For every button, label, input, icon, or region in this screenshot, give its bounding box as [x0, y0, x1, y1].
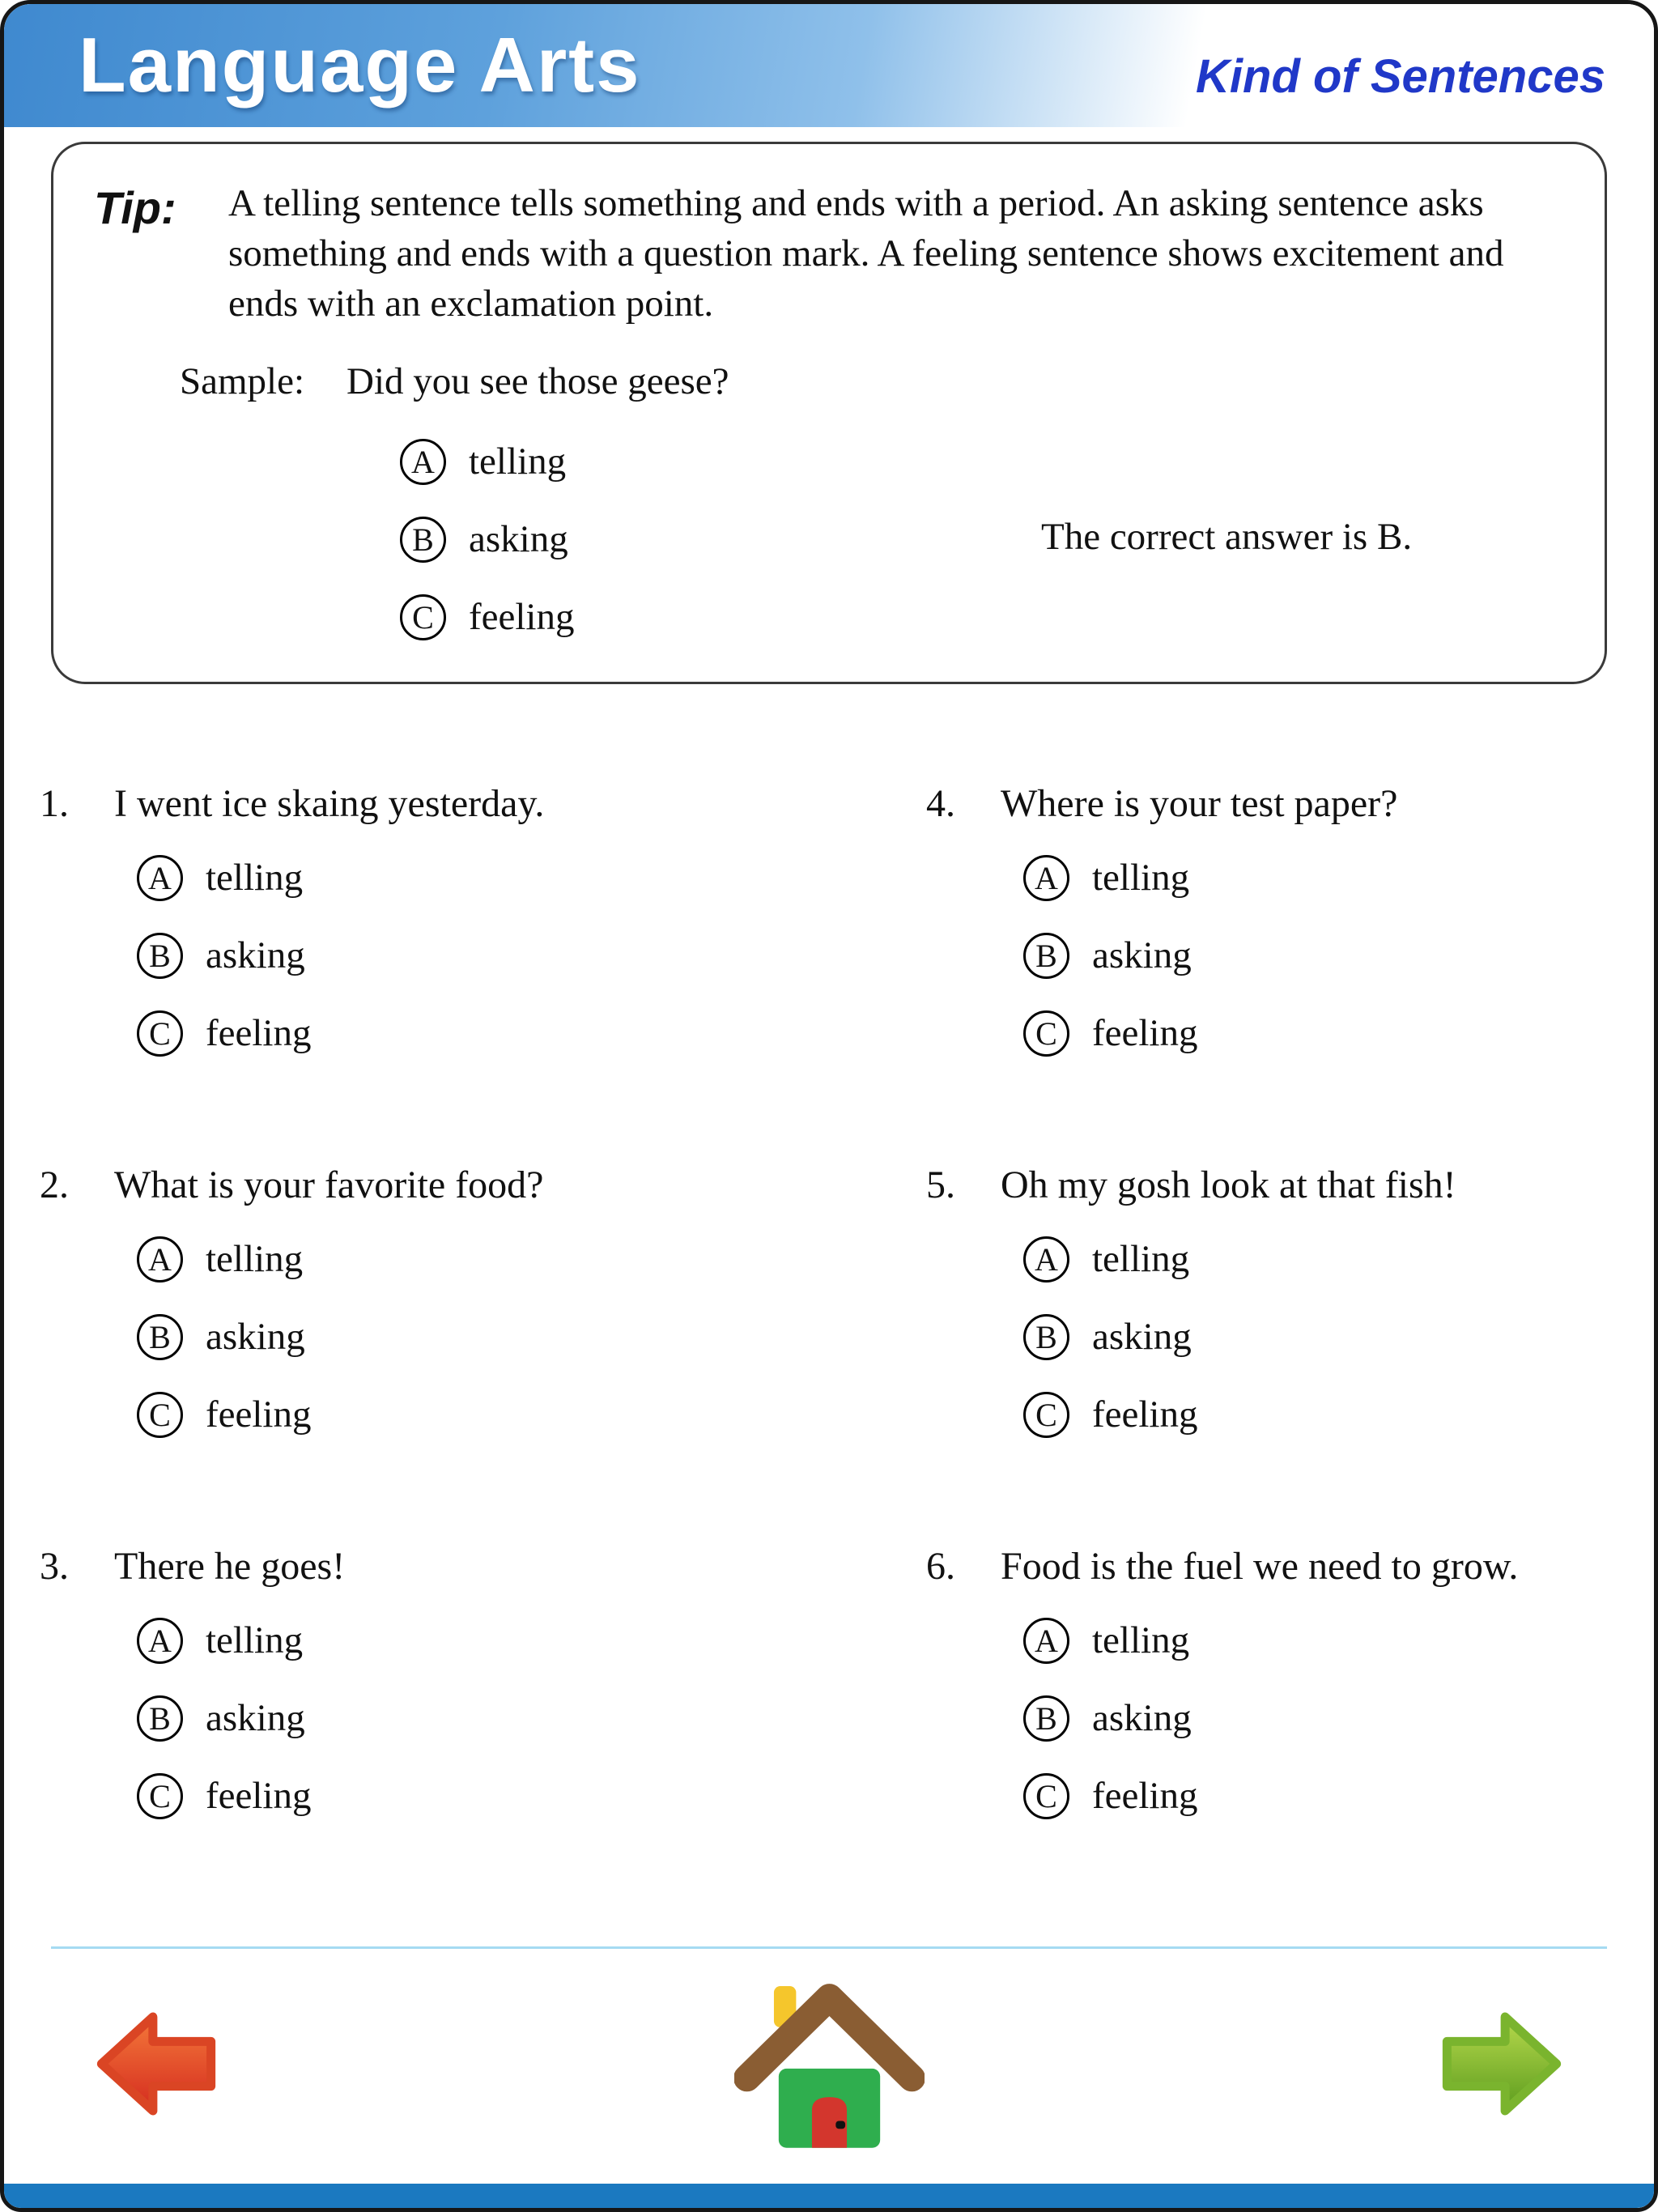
answer-option[interactable]	[1023, 839, 1654, 917]
option-label: asking	[206, 934, 305, 977]
question-block	[40, 1163, 829, 1453]
question-number: 1.	[40, 782, 69, 826]
question-number: 3.	[40, 1545, 69, 1589]
question-text: Where is your test paper?	[1001, 782, 1398, 826]
answer-option[interactable]	[137, 917, 829, 994]
option-letter-circle: A	[1023, 1618, 1069, 1664]
option-label: telling	[469, 440, 567, 483]
question-block	[40, 781, 829, 1072]
option-letter-circle: C	[137, 1773, 183, 1819]
option-label: telling	[206, 857, 304, 900]
option-label: asking	[1092, 934, 1192, 977]
question-text: Oh my gosh look at that fish!	[1001, 1163, 1456, 1207]
sample-label: Sample:	[180, 360, 305, 403]
answer-option[interactable]	[1023, 1602, 1654, 1679]
answer-option[interactable]	[400, 423, 1560, 500]
home-button[interactable]	[734, 1976, 925, 2151]
answer-option[interactable]	[137, 994, 829, 1072]
question-number: 5.	[926, 1163, 955, 1207]
option-label: asking	[1092, 1316, 1192, 1359]
option-letter-circle: B	[137, 1695, 183, 1742]
answer-option[interactable]	[137, 1679, 829, 1757]
question-block	[926, 1163, 1654, 1453]
question-block	[926, 781, 1654, 1072]
option-label: asking	[206, 1697, 305, 1740]
option-letter-circle: C	[137, 1010, 183, 1057]
option-letter-circle: A	[137, 855, 183, 901]
option-label: telling	[1092, 1619, 1190, 1662]
answer-option[interactable]	[137, 1376, 829, 1453]
answer-option[interactable]	[1023, 1220, 1654, 1298]
option-letter-circle: A	[1023, 1236, 1069, 1283]
questions-column-right	[829, 781, 1654, 1925]
questions-area	[4, 781, 1654, 1925]
option-letter-circle: A	[137, 1618, 183, 1664]
answer-option[interactable]	[137, 1757, 829, 1835]
question-block	[40, 1544, 829, 1835]
bottom-bar	[4, 2184, 1654, 2208]
next-arrow-icon	[1440, 2008, 1563, 2120]
option-letter-circle: A	[400, 439, 446, 485]
question-number: 2.	[40, 1163, 69, 1207]
answer-option[interactable]	[1023, 1679, 1654, 1757]
question-text: What is your favorite food?	[114, 1163, 544, 1207]
question-text: I went ice skaing yesterday.	[114, 782, 545, 826]
option-label: telling	[1092, 1238, 1190, 1281]
answer-option[interactable]	[137, 839, 829, 917]
page-title: Language Arts	[79, 22, 641, 108]
answer-option[interactable]	[137, 1298, 829, 1376]
option-letter-circle: B	[400, 517, 446, 563]
page-subtitle: Kind of Sentences	[1196, 49, 1605, 103]
option-label: feeling	[1092, 1393, 1198, 1436]
question-number: 6.	[926, 1545, 955, 1589]
option-label: feeling	[1092, 1775, 1198, 1818]
option-letter-circle: A	[137, 1236, 183, 1283]
question-block	[926, 1544, 1654, 1835]
answer-option[interactable]	[1023, 917, 1654, 994]
option-letter-circle: C	[1023, 1010, 1069, 1057]
tip-text: A telling sentence tells something and ends with a period. An asking sentence asks something and ends with a question mark. A feeling sentence shows excitement and ends with an exclamation point.	[228, 182, 1504, 325]
option-letter-circle: A	[1023, 855, 1069, 901]
option-label: feeling	[469, 596, 575, 639]
option-letter-circle: C	[137, 1392, 183, 1438]
option-label: feeling	[206, 1012, 312, 1055]
option-letter-circle: C	[1023, 1392, 1069, 1438]
header-banner	[4, 4, 1654, 127]
sample-question: Did you see those geese?	[346, 360, 729, 403]
option-label: telling	[206, 1619, 304, 1662]
option-label: asking	[206, 1316, 305, 1359]
option-letter-circle: C	[1023, 1773, 1069, 1819]
back-button[interactable]	[95, 2008, 218, 2120]
tip-label: Tip:	[94, 182, 176, 233]
option-letter-circle: B	[1023, 933, 1069, 979]
option-label: feeling	[206, 1393, 312, 1436]
question-text: Food is the fuel we need to grow.	[1001, 1545, 1519, 1589]
question-number: 4.	[926, 782, 955, 826]
option-label: asking	[1092, 1697, 1192, 1740]
option-label: telling	[206, 1238, 304, 1281]
option-letter-circle: B	[1023, 1314, 1069, 1360]
tip-box	[51, 142, 1607, 684]
answer-option[interactable]	[137, 1220, 829, 1298]
answer-note: The correct answer is B.	[1041, 516, 1413, 559]
questions-column-left	[4, 781, 829, 1925]
option-label: feeling	[206, 1775, 312, 1818]
option-label: asking	[469, 518, 568, 561]
answer-option[interactable]	[1023, 994, 1654, 1072]
answer-option[interactable]	[1023, 1757, 1654, 1835]
back-arrow-icon	[95, 2008, 218, 2120]
question-text: There he goes!	[114, 1545, 346, 1589]
option-letter-circle: C	[400, 594, 446, 640]
answer-option[interactable]	[137, 1602, 829, 1679]
answer-option[interactable]	[1023, 1298, 1654, 1376]
answer-option[interactable]	[400, 578, 1560, 656]
option-letter-circle: B	[137, 1314, 183, 1360]
next-button[interactable]	[1440, 2008, 1563, 2120]
sample-options	[400, 423, 1560, 656]
answer-option[interactable]	[1023, 1376, 1654, 1453]
option-label: feeling	[1092, 1012, 1198, 1055]
option-letter-circle: B	[137, 933, 183, 979]
option-label: telling	[1092, 857, 1190, 900]
home-icon	[734, 1976, 925, 2151]
bottom-navigation	[4, 1949, 1654, 2184]
option-letter-circle: B	[1023, 1695, 1069, 1742]
